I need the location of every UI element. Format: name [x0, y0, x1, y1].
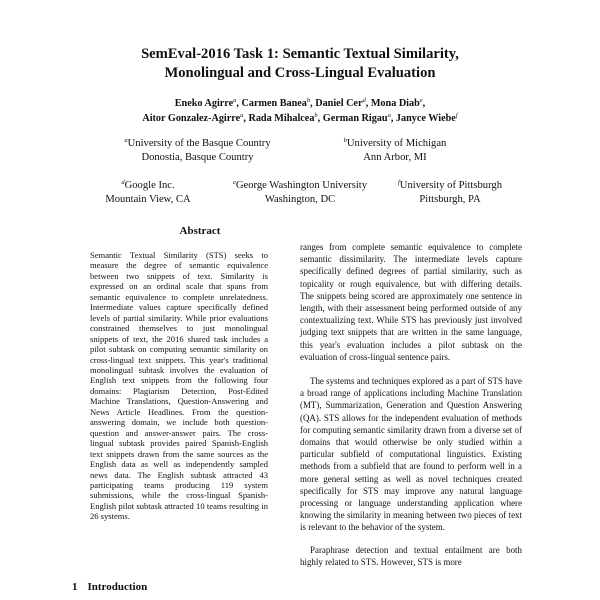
author-name: Daniel Cer	[315, 98, 363, 109]
affiliation-mark: e	[419, 97, 423, 104]
body-paragraph-3: Paraphrase detection and textual entailment are both highly related to STS. However, STS is more	[300, 544, 522, 567]
affiliation-mark: b	[314, 112, 318, 119]
affiliation-michigan	[330, 137, 460, 165]
affiliation-mark: f	[455, 112, 458, 119]
affiliation-institution: University of Pittsburgh	[399, 180, 503, 191]
section-number: 1	[72, 581, 78, 593]
affiliation-institution: University of the Basque Country	[127, 138, 271, 149]
affiliation-institution: Google Inc.	[124, 180, 175, 191]
abstract-heading: Abstract	[179, 225, 221, 237]
author-name: German Rigau	[322, 113, 388, 124]
author-separator: ,	[365, 98, 371, 109]
author-separator: ,	[422, 98, 426, 109]
author-list-line-2	[0, 111, 600, 126]
paper-title-line-1: SemEval-2016 Task 1: Semantic Textual Similarity,	[141, 46, 459, 62]
affiliation-institution: George Washington University	[235, 180, 368, 191]
body-paragraph-2: The systems and techniques explored as a part of STS have a broad range of applications including Machine Translation (MT), Summarization, Generation and Question Answering (QA). STS allows for the independent evaluation of methods for computing semantic similarity drawn from a diverse set of domains that would otherwise be only studied within a particular subfield of computational linguistics. Existing methods from a subfield that are found to perform well in a more general setting as well as novel techniques created specifically for STS may improve any natural language processing or language understanding application where knowing the similarity in meaning between two pieces of text is relevant to the behavior of the system.	[300, 376, 522, 533]
author-separator: ,	[310, 98, 316, 109]
affiliation-mark: d	[121, 179, 125, 186]
author-name: Janyce Wiebe	[395, 113, 456, 124]
right-column	[300, 241, 522, 568]
affiliation-location: Washington, DC	[264, 194, 336, 205]
author-name: Rada Mihalcea	[248, 113, 315, 124]
affiliation-mark: a	[240, 112, 244, 119]
author-name: Eneko Agirre	[174, 98, 234, 109]
author-separator: ,	[317, 113, 323, 124]
affiliation-mark: e	[232, 179, 236, 186]
affiliation-mark: f	[397, 179, 400, 186]
affiliation-location: Donostia, Basque Country	[141, 152, 254, 163]
affiliation-mark: b	[306, 97, 311, 104]
affiliation-mark: a	[233, 97, 237, 104]
author-separator: ,	[243, 113, 249, 124]
affiliation-basque-country	[85, 137, 310, 165]
affiliation-mark: d	[362, 97, 366, 104]
section-heading-introduction	[72, 581, 147, 593]
affiliation-george-washington	[215, 179, 385, 207]
abstract-text: Semantic Textual Similarity (STS) seeks to measure the degree of semantic equivalence between two snippets of text. Similarity is expressed on an ordinal scale that spans from semantic equivalence to complete unrelatedness. Intermediate values capture specifically defined levels of partial similarity. While prior evaluations constrained themselves to just monolingual snippets of text, the 2016 shared task includes a pilot subtask on computing semantic similarity on cross-lingual text snippets. This year's traditional monolingual subtask involves the evaluation of English text snippets from the following four domains: Plagiarism Detection, Post-Edited Machine Translations, Question-Answering and News Article Headlines. From the question-answering domain, we include both question-question and answer-answer pairs. The cross-lingual subtask provides paired Spanish-English text snippets drawn from the same sources as the English data as well as independently sampled news data. The English subtask attracted 43 participating teams producing 119 system submissions, while the cross-lingual Spanish-English pilot subtask attracted 10 teams resulting in 26 systems.	[90, 250, 268, 522]
author-separator: ,	[236, 98, 242, 109]
affiliation-mark: a	[124, 137, 128, 144]
author-separator: ,	[390, 113, 396, 124]
affiliation-mark: b	[343, 137, 347, 144]
affiliation-institution: University of Michigan	[346, 138, 447, 149]
paper-title-line-2: Monolingual and Cross-Lingual Evaluation	[164, 65, 436, 81]
affiliation-mark: a	[387, 112, 391, 119]
author-name: Carmen Banea	[241, 98, 307, 109]
author-list-line-1	[0, 96, 600, 111]
affiliation-location: Mountain View, CA	[105, 194, 191, 205]
body-paragraph-1: ranges from complete semantic equivalence to complete semantic dissimilarity. The intermediate levels capture specifically defined degrees of partial similarity, such as topicality or rough equivalence, but with differing details. The snippets being scored are approximately one sentence in length, with their assessment being performed outside of any contextualizing text. While STS has previously just involved judging text snippets that are written in the same language, this year's evaluation includes a pilot subtask on the evaluation of cross-lingual sentence pairs.	[300, 242, 522, 362]
affiliation-google	[88, 179, 208, 207]
affiliation-pittsburgh	[380, 179, 520, 207]
section-title: Introduction	[87, 581, 148, 593]
author-name: Aitor Gonzalez-Agirre	[142, 113, 241, 124]
author-name: Mona Diab	[370, 98, 420, 109]
affiliation-location: Ann Arbor, MI	[363, 152, 427, 163]
affiliation-location: Pittsburgh, PA	[419, 194, 481, 205]
